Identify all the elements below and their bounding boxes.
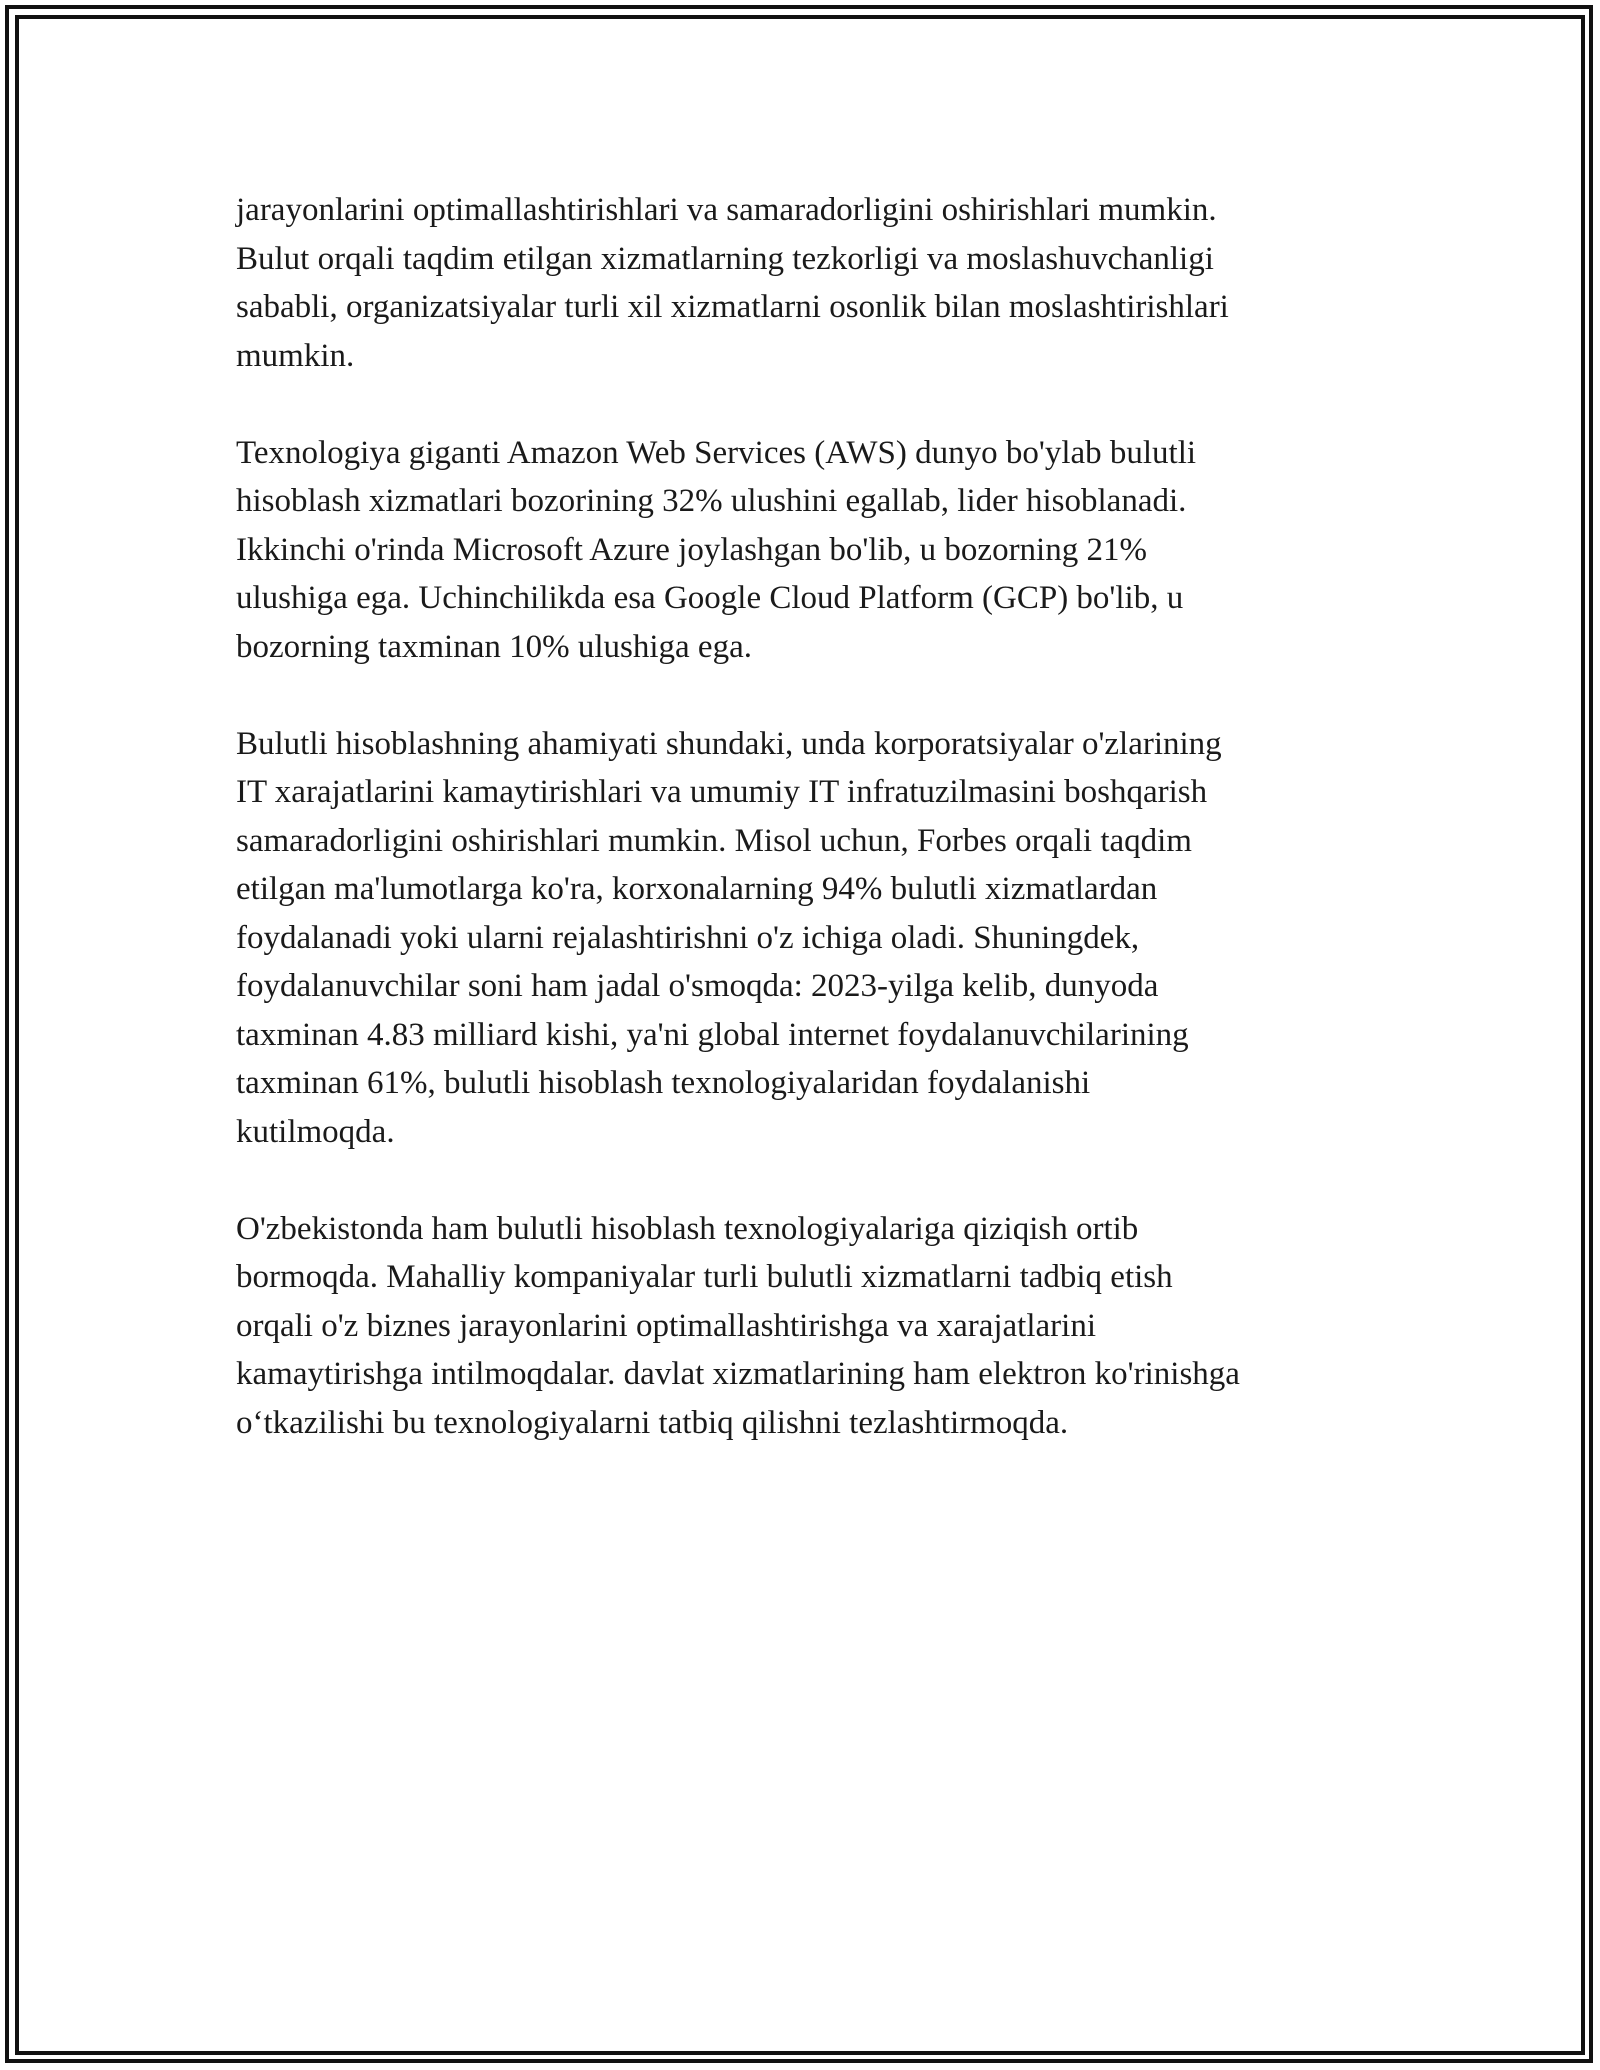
text-line: orqali o'z biznes jarayonlarini optimallashtirishga va xarajatlarini [236, 1307, 1096, 1344]
text-line: taxminan 61%, bulutli hisoblash texnologiyalaridan foydalanishi [236, 1065, 1091, 1101]
text-line: Ikkinchi o'rinda Microsoft Azure joylashgan bo'lib, u bozorning 21% [236, 531, 1147, 568]
text-line: kutilmoqda. [236, 1113, 395, 1150]
text-line: etilgan ma'lumotlarga ko'ra, korxonalarning 94% bulutli xizmatlardan [236, 871, 1158, 907]
text-line: bozorning taxminan 10% ulushiga ega. [236, 628, 752, 665]
text-line: IT xarajatlarini kamaytirishlari va umumiy IT infratuzilmasini boshqarish [236, 774, 1208, 810]
text-line: mumkin. [236, 337, 355, 374]
text-line: hisoblash xizmatlari bozorining 32% ulushini egallab, lider hisoblanadi. [236, 483, 1187, 519]
text-line: jarayonlarini optimallashtirishlari va samaradorligini oshirishlari mumkin. [236, 192, 1217, 228]
text-line: bormoqda. Mahalliy kompaniyalar turli bulutli xizmatlarni tadbiq etish [236, 1259, 1173, 1295]
text-line: foydalanuvchilar soni ham jadal o'smoqda: 2023-yilga kelib, dunyoda [236, 968, 1159, 1004]
paragraph [236, 186, 1366, 380]
text-line: foydalanadi yoki ularni rejalashtirishni o'z ichiga oladi. Shuningdek, [236, 919, 1140, 956]
text-line: taxminan 4.83 milliard kishi, ya'ni global internet foydalanuvchilarining [236, 1016, 1189, 1053]
text-line: Texnologiya giganti Amazon Web Services (AWS) dunyo bo'ylab bulutli [236, 434, 1197, 471]
text-line: samaradorligini oshirishlari mumkin. Misol uchun, Forbes orqali taqdim [236, 822, 1192, 859]
text-line: Bulut orqali taqdim etilgan xizmatlarning tezkorligi va moslashuvchanligi [236, 240, 1214, 277]
text-line: sababli, organizatsiyalar turli xil xizmatlarni osonlik bilan moslashtirishlari [236, 289, 1229, 325]
text-line: o‘tkazilishi bu texnologiyalarni tatbiq qilishni tezlashtirmoqda. [236, 1404, 1069, 1441]
text-line: kamaytirishga intilmoqdalar. davlat xizmatlarining ham elektron ko'rinishga [236, 1356, 1240, 1392]
text-line: O'zbekistonda ham bulutli hisoblash texnologiyalariga qiziqish ortib [236, 1210, 1139, 1247]
document-body [236, 186, 1366, 1496]
paragraph [236, 720, 1366, 1157]
text-line: Bulutli hisoblashning ahamiyati shundaki, unda korporatsiyalar o'zlarining [236, 725, 1222, 762]
paragraph [236, 1205, 1366, 1448]
text-line: ulushiga ega. Uchinchilikda esa Google Cloud Platform (GCP) bo'lib, u [236, 580, 1184, 616]
paragraph [236, 429, 1366, 672]
